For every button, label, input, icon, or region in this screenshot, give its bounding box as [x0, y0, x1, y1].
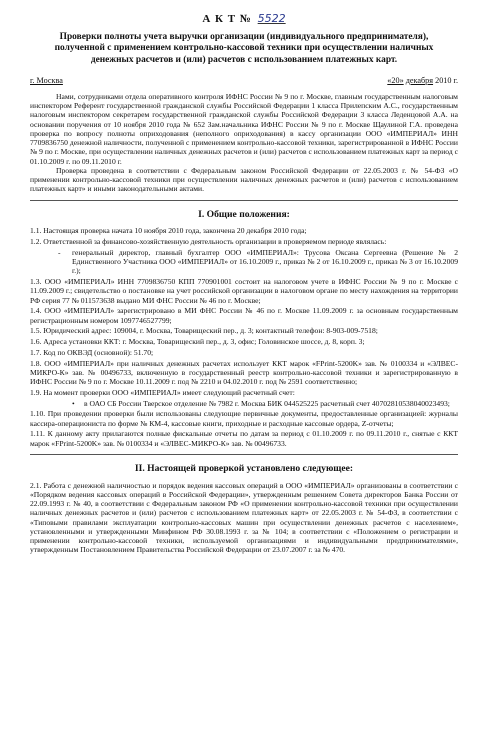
section-divider	[30, 200, 458, 201]
section-divider	[30, 454, 458, 455]
clause-1-3: 1.3. ООО «ИМПЕРИАЛ» ИНН 7709836750 КПП 770901001 состоит на налоговом учете в ИФНС России № 9 по г. Москве с 11.09.2009 г.; свидетельство о постановке на учет российской организации в налоговом органе по месту нахождения на территории РФ серия 77 № 011573638 выдано МИ ФНС России № 46 по г. Москве;	[30, 277, 458, 305]
clause-1-11: 1.11. К данному акту прилагаются полные фискальные отчеты по датам за период с 01.10.2009 г. по 09.11.2010 г., снятые с ККТ марок «FPrint-5200K» зав. № 0100334 и «ЭЛВЕС-МИКРО-К» зав. № 00496733.	[30, 429, 458, 448]
clause-1-7: 1.7. Код по ОКВЭД (основной): 51.70;	[30, 347, 154, 357]
clause-1-6: 1.6. Адреса установки ККТ: г. Москва, Товарищеский пер., д. 3, офис; Головинское шоссе, д. 8, корп. 3;	[30, 337, 365, 347]
clause-1-1: 1.1. Настоящая проверка начата 10 ноября 2010 года, закончена 20 декабря 2010 года;	[30, 226, 307, 236]
intro-paragraph: Проверка проведена в соответствии с Федеральным законом Российской Федерации от 22.05.2003 г. № 54-ФЗ «О применении контрольно-кассовой техники при осуществлении наличных денежных расчетов и (или) расчетов с использованием платежных карт» и иными законодательными актами.	[30, 165, 458, 194]
document-date	[387, 76, 458, 86]
act-label: А К Т №	[202, 13, 252, 25]
date-year: 2010 г.	[435, 75, 458, 85]
clause-2-1: 2.1. Работа с денежной наличностью и порядок ведения кассовых операций в ООО «ИМПЕРИАЛ» организованы в соответствии с «Порядком ведения кассовых операций в Российской Федерации», утвержденным решением Совета директоров Банка России от 22.09.1993 г. № 40, в соответствии с Федеральным законом РФ «О применении контрольно-кассовой техники при осуществлении наличных денежных расчетов и (или) расчетов с использованием платежных карт» от 22.05.2003 г. № 54-ФЗ, в соответствии с «Типовыми правилами эксплуатации контрольно-кассовых машин при осуществлении денежных расчетов с населением», установленными и утвержденными Минфином РФ 30.08.1993 г. за № 104; в соответствии с «Положением о регистрации и применении контрольно-кассовой техники, используемой организациями и индивидуальными предпринимателями», утвержденным Постановлением Правительства Российской Федерации от 23.07.2007 г. за № 470.	[30, 480, 458, 555]
act-heading	[30, 12, 458, 28]
clause-1-4: 1.4. ООО «ИМПЕРИАЛ» зарегистрировано в МИ ФНС России № 46 по г. Москве 11.09.2009 г. за основным государственным регистрационным номером 1097746527799;	[30, 306, 458, 325]
clause-1-10: 1.10. При проведении проверки были использованы следующие первичные документы, предоставленные организацией: журналы кассира-операциониста по форме № КМ-4, кассовые книги, приходные и расходные кассовые ордера, Z-отчеты;	[30, 409, 458, 428]
clause-1-5: 1.5. Юридический адрес: 109004, г. Москва, Товарищеский пер., д. 3; контактный телефон: 8-903-009-7518;	[30, 326, 378, 336]
section-heading: II. Настоящей проверкой установлено следующее:	[134, 462, 354, 474]
clause-1-2-sub: - генеральный директор, главный бухгалтер ООО «ИМПЕРИАЛ»: Трусова Оксана Сергеевна (Решение № 2 Единственного Участника ООО «ИМПЕРИАЛ» от 16.10.2009 г., приказ № 2 от 16.10.2009 г., приказ № 3 от 16.10.2009 г.);	[58, 248, 458, 276]
clause-1-2: 1.2. Ответственной за финансово-хозяйственную деятельность организации в проверяемом периоде являлась:	[30, 237, 387, 247]
act-number-handwritten: 5522	[257, 12, 286, 25]
section-heading: I. Общие положения:	[198, 208, 290, 220]
clause-1-9: 1.9. На момент проверки ООО «ИМПЕРИАЛ» имеет следующий расчетный счет:	[30, 387, 295, 397]
document-title: Проверки полноты учета выручки организации (индивидуального предпринимателя), полученной с применением контрольно-кассовой техники при осуществлении наличных денежных расчетов и (или) расчетов с использованием платежных карт.	[54, 32, 434, 65]
intro-paragraph: Нами, сотрудниками отдела оперативного контроля ИФНС России № 9 по г. Москве, главным государственным налоговым инспектором Референт государственной гражданской службы Российской Федерации 1 класса Прилепским А.С., государственным налоговым инспектором секретарем государственной гражданской службы Российской Федерации 3 класса Леденцовой А.А. на основании поручения от 10 ноября 2010 года № 652 Зам.начальника ИФНС России № 9 по г. Москве Щаулиной Г.А. проведена проверка по вопросу полноты оприходования (неполного оприходования) в кассу организации ООО «ИМПЕРИАЛ» ИНН 7709836750 денежной наличности, полученной с применением контрольно-кассовой техники, зарегистрированной в ИФНС России № 9 по г. Москве, при осуществлении наличных денежных расчетов и (или) расчетов с использованием платежных карт за период с 01.10.2009 г. по 09.11.2010 г.	[30, 91, 458, 166]
place: г. Москва	[30, 75, 63, 85]
place-date-row	[30, 76, 458, 86]
clause-1-9-account: • в ОАО СБ России Тверское отделение № 7982 г. Москва БИК 044525225 расчетный счет 40702810538040023493;	[72, 399, 458, 408]
date-day: «20»	[387, 75, 404, 85]
clause-1-8: 1.8. ООО «ИМПЕРИАЛ» при наличных денежных расчетах использует ККТ марок «FPrint-5200K» зав. № 0100334 и «ЭЛВЕС-МИКРО-К» зав. № 00496733, включенную в государственный реестр контрольно-кассовой техники и зарегистрированную в ИФНС России № 9 по г. Москве 10.11.2009 г. под № 2210 и 04.02.2010 г. под № 2591 соответственно;	[30, 358, 458, 387]
date-month: декабря	[405, 75, 434, 85]
